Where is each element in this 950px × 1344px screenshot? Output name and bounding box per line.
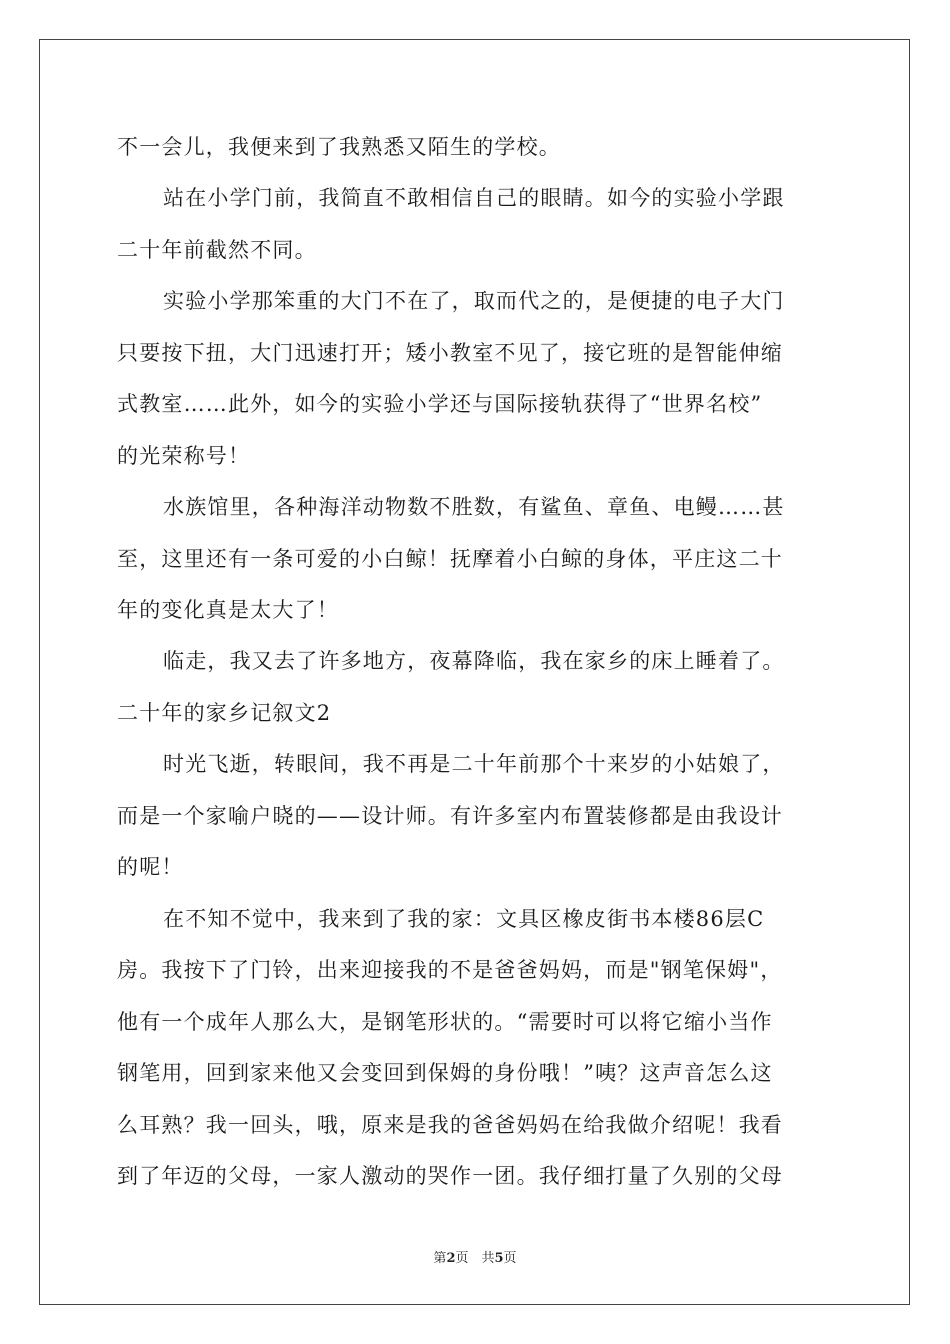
page-total: 5 — [494, 1251, 504, 1266]
page-suffix: 页 — [503, 1251, 517, 1266]
text-line: 临走，我又去了许多地方，夜幕降临，我在家乡的床上睡着了。 — [163, 649, 785, 673]
text-line: 而是一个家喻户晓的——设计师。有许多室内布置装修都是由我设计 — [117, 804, 783, 828]
text-line: 式教室……此外，如今的实验小学还与国际接轨获得了“世界名校” — [117, 392, 763, 416]
text-line: 的光荣称号！ — [117, 444, 251, 468]
page-footer — [0, 1247, 950, 1266]
text-line: 到了年迈的父母，一家人激动的哭作一团。我仔细打量了久别的父母 — [117, 1164, 783, 1188]
text-line: 水族馆里，各种海洋动物数不胜数，有鲨鱼、章鱼、电鳗……甚 — [163, 495, 785, 519]
text-line: 他有一个成年人那么大，是钢笔形状的。“需要时可以将它缩小当作 — [117, 1010, 773, 1034]
text-line: 站在小学门前，我简直不敢相信自己的眼睛。如今的实验小学跟 — [163, 186, 785, 210]
page-current: 2 — [446, 1251, 456, 1266]
text-line: 房。我按下了门铃，出来迎接我的不是爸爸妈妈，而是"钢笔保姆"， — [117, 958, 783, 982]
text-line: 至，这里还有一条可爱的小白鲸！抚摩着小白鲸的身体，平庄这二十 — [117, 547, 783, 571]
text-line: 不一会儿，我便来到了我熟悉又陌生的学校。 — [117, 135, 561, 159]
text-line: 么耳熟？我一回头，哦，原来是我的爸爸妈妈在给我做介绍呢！我看 — [117, 1113, 783, 1137]
text-line: 二十年前截然不同。 — [117, 238, 317, 262]
page-mid: 页 共 — [455, 1251, 495, 1266]
text-line: 实验小学那笨重的大门不在了，取而代之的，是便捷的电子大门 — [163, 289, 785, 313]
text-line: 在不知不觉中，我来到了我的家：文具区橡皮街书本楼86层C — [163, 907, 765, 931]
section-heading: 二十年的家乡记叙文2 — [117, 701, 332, 725]
page-prefix: 第 — [433, 1251, 447, 1266]
text-line: 钢笔用，回到家来他又会变回到保姆的身份哦！”咦？这声音怎么这 — [117, 1061, 773, 1085]
text-line: 年的变化真是太大了！ — [117, 598, 339, 622]
text-line: 的呢！ — [117, 855, 184, 879]
text-line: 只要按下扭，大门迅速打开；矮小教室不见了，接它班的是智能伸缩 — [117, 341, 783, 365]
text-line: 时光飞逝，转眼间，我不再是二十年前那个十来岁的小姑娘了， — [163, 752, 785, 776]
